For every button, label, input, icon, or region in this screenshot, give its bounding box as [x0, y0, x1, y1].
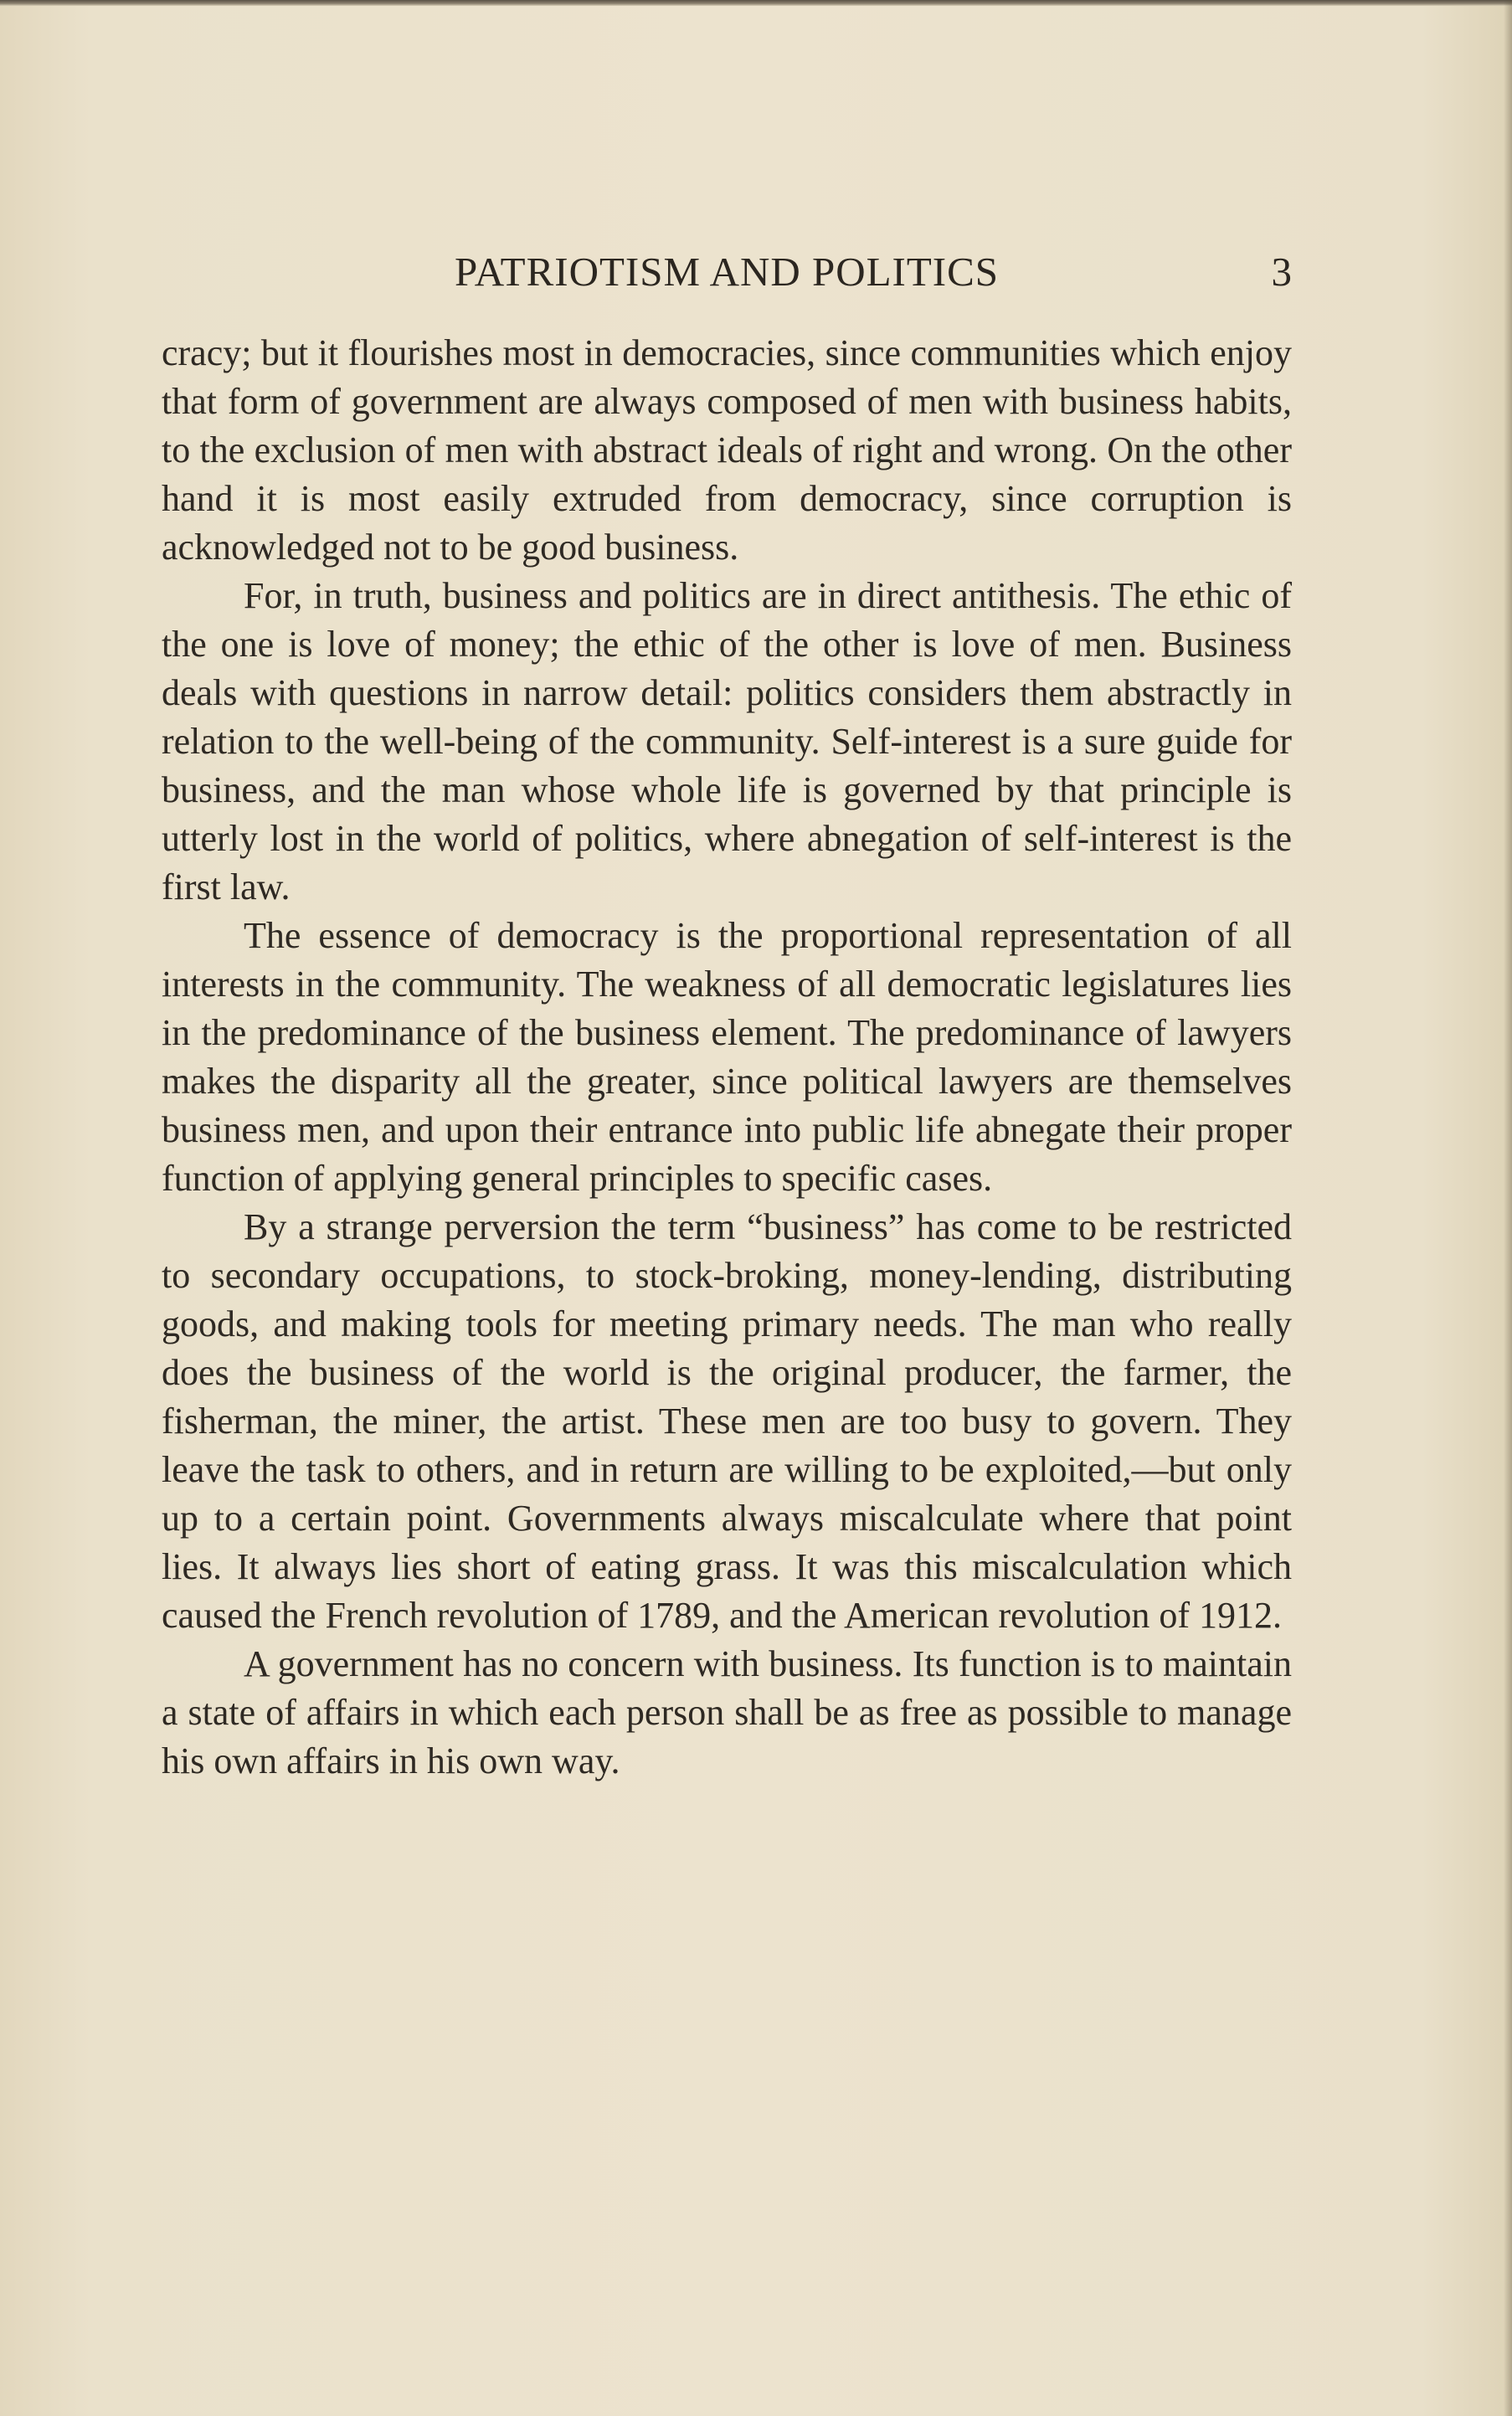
paragraph: By a strange perversion the term “business” has come to be restricted to secondary occupations, to stock-broking, money-lending, distributing goods, and making tools for meeting primary needs. The man who really does the business of the world is the original producer, the farmer, the fisherman, the miner, the artist. These men are too busy to govern. They leave the task to others, and in return are willing to be exploited,—but only up to a certain point. Governments always miscalculate where that point lies. It always lies short of eating grass. It was this miscalculation which caused the French revolution of 1789, and the American revolution of 1912.: [162, 1206, 1292, 1636]
paragraph: For, in truth, business and politics are in direct antithesis. The ethic of the one is love of money; the ethic of the other is love of men. Business deals with questions in narrow detail: politics considers them abstractly in relation to the well-being of the community. Self-interest is a sure guide for business, and the man whose whole life is governed by that principle is utterly lost in the world of politics, where abnegation of self-interest is the first law.: [162, 575, 1292, 907]
paragraph: The essence of democracy is the proportional representation of all interests in the community. The weakness of all democratic legislatures lies in the predominance of the business element. The predominance of lawyers makes the disparity all the greater, since political lawyers are themselves business men, and upon their entrance into public life abnegate their proper function of applying general principles to specific cases.: [162, 915, 1292, 1199]
running-head-title: PATRIOTISM AND POLITICS: [454, 249, 1000, 295]
page-right-edge-shadow: [1504, 0, 1512, 2416]
paragraph-continued: cracy; but it flourishes most in democracies, since communities which enjoy that form of government are always composed of men with business habits, to the exclusion of men with abstract ideals of right and wrong. On the other hand it is most easily extruded from democracy, since corruption is acknowledged not to be good business.: [162, 332, 1292, 568]
paragraph: A government has no concern with business. Its function is to maintain a state of affairs in which each person shall be as free as possible to manage his own affairs in his own way.: [162, 1643, 1292, 1781]
running-head: [162, 243, 1292, 301]
body-text: [162, 329, 1292, 1786]
page-number: 3: [1271, 249, 1292, 295]
page-top-edge: [0, 0, 1512, 6]
